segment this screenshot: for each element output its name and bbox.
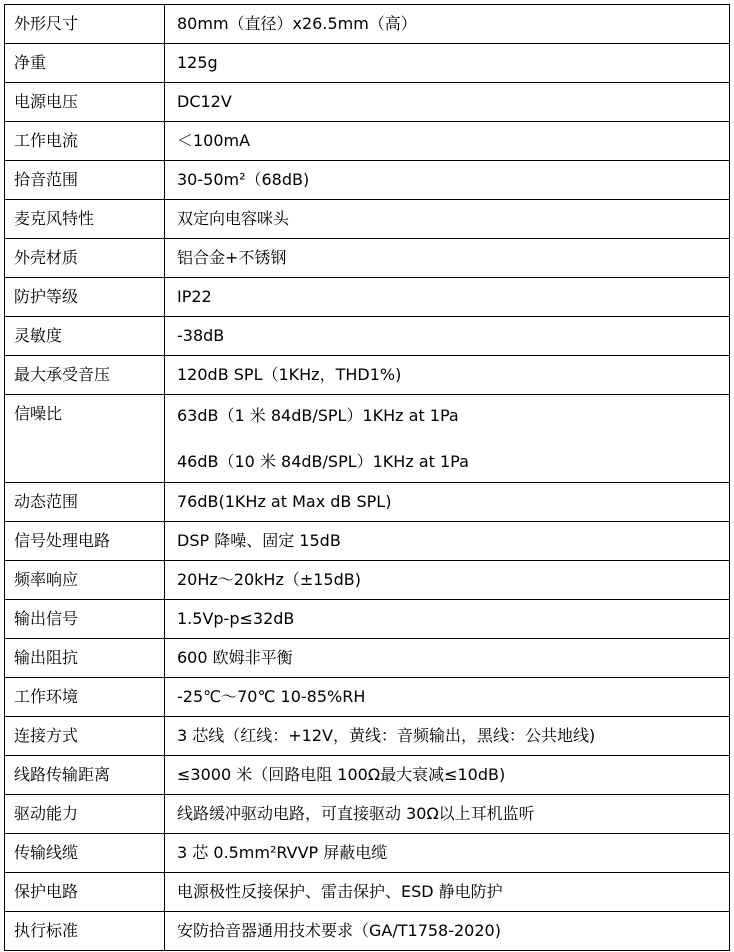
- spec-value: 120dB SPL（1KHz，THD1%): [165, 356, 730, 395]
- spec-label: 外壳材质: [5, 239, 165, 278]
- table-row: [5, 678, 730, 717]
- spec-label: 拾音范围: [5, 161, 165, 200]
- spec-label: 最大承受音压: [5, 356, 165, 395]
- spec-label: 传输线缆: [5, 834, 165, 873]
- spec-label: 动态范围: [5, 483, 165, 522]
- spec-value: DSP 降噪、固定 15dB: [165, 522, 730, 561]
- spec-label: 净重: [5, 44, 165, 83]
- spec-value: 1.5Vp-p≤32dB: [165, 600, 730, 639]
- table-row: [5, 200, 730, 239]
- table-row: [5, 122, 730, 161]
- table-row: [5, 600, 730, 639]
- table-row: [5, 756, 730, 795]
- table-row: [5, 161, 730, 200]
- table-row: [5, 639, 730, 678]
- spec-table-body: [5, 5, 730, 951]
- spec-label: 线路传输距离: [5, 756, 165, 795]
- spec-value: 125g: [165, 44, 730, 83]
- table-row: [5, 317, 730, 356]
- table-row: [5, 278, 730, 317]
- spec-value: 电源极性反接保护、雷击保护、ESD 静电防护: [165, 873, 730, 912]
- spec-value: 3 芯线（红线：+12V，黄线：音频输出，黑线：公共地线): [165, 717, 730, 756]
- table-row: [5, 483, 730, 522]
- spec-value: -38dB: [165, 317, 730, 356]
- spec-value: DC12V: [165, 83, 730, 122]
- spec-label: 频率响应: [5, 561, 165, 600]
- spec-value: 76dB(1KHz at Max dB SPL): [165, 483, 730, 522]
- table-row: [5, 834, 730, 873]
- spec-label: 麦克风特性: [5, 200, 165, 239]
- spec-value: 3 芯 0.5mm²RVVP 屏蔽电缆: [165, 834, 730, 873]
- table-row: [5, 395, 730, 483]
- table-row: [5, 912, 730, 951]
- table-row: [5, 5, 730, 44]
- spec-value-line-1: 63dB（1 米 84dB/SPL）1KHz at 1Pa: [177, 405, 459, 425]
- table-row: [5, 717, 730, 756]
- spec-label: 电源电压: [5, 83, 165, 122]
- spec-value: ＜100mA: [165, 122, 730, 161]
- spec-value: 线路缓冲驱动电路，可直接驱动 30Ω以上耳机监听: [165, 795, 730, 834]
- spec-label: 输出阻抗: [5, 639, 165, 678]
- spec-label: 执行标准: [5, 912, 165, 951]
- spec-table: [4, 4, 730, 951]
- table-row: [5, 44, 730, 83]
- spec-value: ≤3000 米（回路电阻 100Ω最大衰减≤10dB): [165, 756, 730, 795]
- spec-label: 工作环境: [5, 678, 165, 717]
- spec-value-line-2: 46dB（10 米 84dB/SPL）1KHz at 1Pa: [177, 451, 469, 471]
- spec-label: 连接方式: [5, 717, 165, 756]
- table-row: [5, 795, 730, 834]
- spec-value: 20Hz～20kHz（±15dB): [165, 561, 730, 600]
- spec-value: 80mm（直径）x26.5mm（高）: [165, 5, 730, 44]
- table-row: [5, 83, 730, 122]
- spec-label: 防护等级: [5, 278, 165, 317]
- table-row: [5, 239, 730, 278]
- spec-label: 信噪比: [5, 395, 165, 483]
- spec-value: IP22: [165, 278, 730, 317]
- table-row: [5, 561, 730, 600]
- spec-value: 双定向电容咪头: [165, 200, 730, 239]
- spec-label: 外形尺寸: [5, 5, 165, 44]
- spec-value: 600 欧姆非平衡: [165, 639, 730, 678]
- spec-label: 驱动能力: [5, 795, 165, 834]
- table-row: [5, 356, 730, 395]
- spec-label: 信号处理电路: [5, 522, 165, 561]
- spec-value: 30-50m²（68dB): [165, 161, 730, 200]
- spec-label: 灵敏度: [5, 317, 165, 356]
- spec-value: 安防拾音器通用技术要求（GA/T1758-2020): [165, 912, 730, 951]
- spec-label: 输出信号: [5, 600, 165, 639]
- spec-label: 工作电流: [5, 122, 165, 161]
- spec-value: -25℃～70℃ 10-85%RH: [165, 678, 730, 717]
- spec-value: 铝合金+不锈钢: [165, 239, 730, 278]
- spec-label: 保护电路: [5, 873, 165, 912]
- table-row: [5, 873, 730, 912]
- spec-value: [165, 395, 730, 483]
- table-row: [5, 522, 730, 561]
